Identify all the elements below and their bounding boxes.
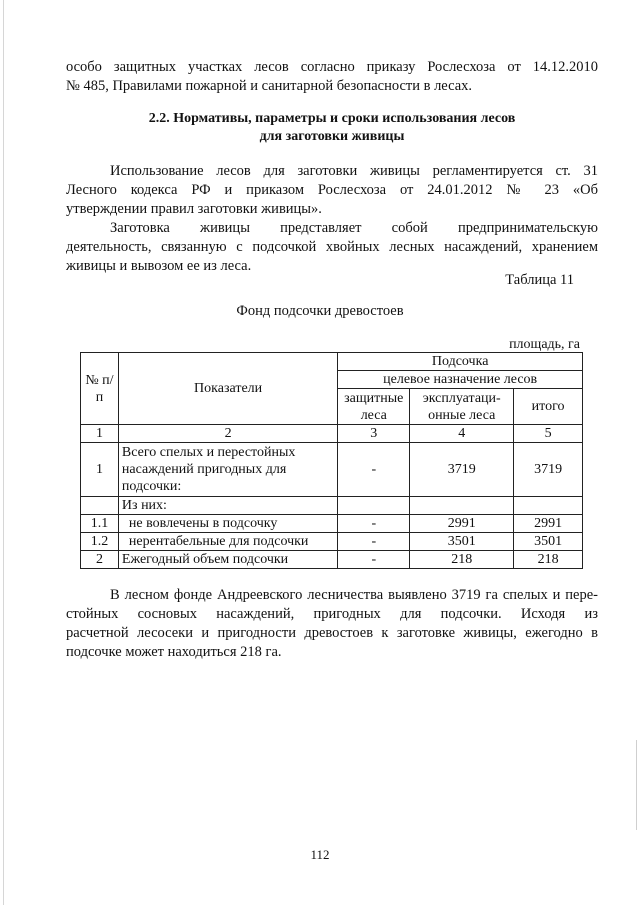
- header-col-total: итого: [514, 389, 583, 425]
- row-protective: -: [338, 515, 410, 533]
- header-col-exploitation: эксплуатаци-онные леса: [410, 389, 514, 425]
- row-name: Ежегодный объем подсочки: [118, 551, 337, 569]
- scan-edge-left: [3, 0, 4, 905]
- row-name: нерентабельные для подсочки: [118, 533, 337, 551]
- row-total: 3719: [514, 443, 583, 497]
- table-title: Фонд подсочки древостоев: [236, 303, 404, 319]
- para1-line-2: Лесного кодекса РФ и приказом Рослесхоза от 24.01.2012 № 23 «Об: [66, 182, 598, 198]
- row-exploitation: 218: [410, 551, 514, 569]
- table-row: [81, 497, 583, 515]
- row-protective: -: [338, 551, 410, 569]
- para2-line-3: живицы и вывозом ее из леса.: [66, 258, 252, 274]
- table-row: [81, 443, 583, 497]
- row-exploitation: 3719: [410, 443, 514, 497]
- table-row: [81, 551, 583, 569]
- para3-line-2: стойных сосновых насаждений, пригодных для подсочки. Исходя из: [66, 606, 598, 622]
- table-units: площадь, га: [509, 337, 580, 352]
- row-exploitation: 3501: [410, 533, 514, 551]
- row-total: 218: [514, 551, 583, 569]
- row-num: 1.1: [81, 515, 119, 533]
- header-group: Подсочка: [338, 353, 583, 371]
- para3-line-1: В лесном фонде Андреевского лесничества выявлено 3719 га спелых и пере-: [110, 587, 598, 603]
- header-indicators: Показатели: [118, 353, 337, 425]
- header-subgroup: целевое назначение лесов: [338, 371, 583, 389]
- para2-line-2: деятельность, связанную с подсочкой хвойных лесных насаждений, хранением: [66, 239, 598, 255]
- row-num: 2: [81, 551, 119, 569]
- table-row: [81, 515, 583, 533]
- row-protective: [338, 497, 410, 515]
- index-cell: 3: [338, 425, 410, 443]
- index-row: [81, 425, 583, 443]
- fund-table: [80, 352, 583, 569]
- page-number: 112: [310, 847, 330, 862]
- row-total: [514, 497, 583, 515]
- section-title-line-2: для заготовки живицы: [259, 129, 405, 144]
- row-num: [81, 497, 119, 515]
- row-name: не вовлечены в подсочку: [118, 515, 337, 533]
- row-total: 2991: [514, 515, 583, 533]
- intro-line-1: особо защитных участках лесов согласно приказу Рослесхоза от 14.12.2010: [66, 59, 598, 75]
- row-num: 1.2: [81, 533, 119, 551]
- table-label: Таблица 11: [505, 272, 574, 288]
- para1-line-1: Использование лесов для заготовки живицы регламентируется ст. 31: [110, 163, 598, 179]
- row-exploitation: [410, 497, 514, 515]
- header-col-protective: защитные леса: [338, 389, 410, 425]
- section-title-line-1: 2.2. Нормативы, параметры и сроки использования лесов: [148, 111, 516, 126]
- para3-line-3: расчетной лесосеки и пригодности древостоев к заготовке живицы, ежегодно в: [66, 625, 598, 641]
- row-name: Всего спелых и перестойных насаждений пригодных для подсочки:: [118, 443, 337, 497]
- row-protective: -: [338, 443, 410, 497]
- row-num: 1: [81, 443, 119, 497]
- scan-edge-right: [636, 740, 637, 830]
- header-num: № п/п: [81, 353, 119, 425]
- index-cell: 4: [410, 425, 514, 443]
- index-cell: 1: [81, 425, 119, 443]
- intro-line-2: № 485, Правилами пожарной и санитарной безопасности в лесах.: [66, 78, 473, 94]
- row-protective: -: [338, 533, 410, 551]
- index-cell: 2: [118, 425, 337, 443]
- index-cell: 5: [514, 425, 583, 443]
- para3-line-4: подсочке может находиться 218 га.: [66, 644, 282, 660]
- row-total: 3501: [514, 533, 583, 551]
- table-row: [81, 533, 583, 551]
- para1-line-3: утверждении правил заготовки живицы».: [66, 201, 322, 217]
- row-name: Из них:: [118, 497, 337, 515]
- para2-line-1: Заготовка живицы представляет собой предпринимательскую: [110, 220, 598, 236]
- row-exploitation: 2991: [410, 515, 514, 533]
